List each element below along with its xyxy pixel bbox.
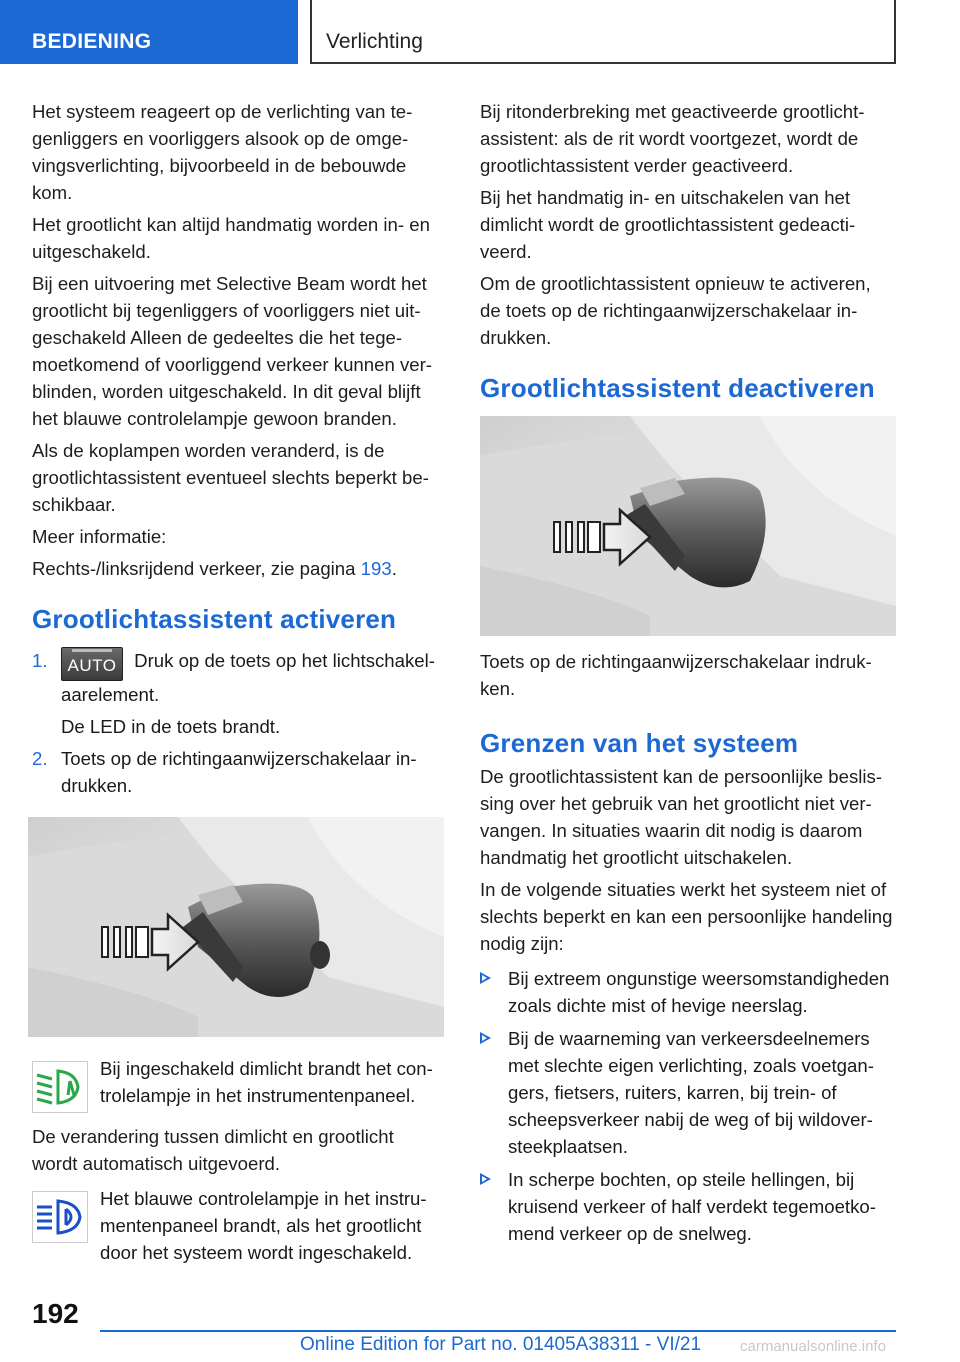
limits-list [480,965,896,1247]
note-text: Het blauwe controlelampje in het instrumentenpaneel brandt, als het grootlicht door het systeem wordt ingeschakeld. [100,1188,427,1263]
step-text: Toets op de richtingaanwijzerschakelaar indrukken. [61,748,417,796]
heading-limits: Grenzen van het systeem [480,728,799,758]
page-number: 192 [32,1298,79,1329]
high-beam-indicator-icon [32,1191,88,1243]
list-item [32,745,444,799]
note-highbeam [32,1185,444,1266]
paragraph: Bij een uitvoering met Selective Beam wordt het grootlicht bij tegenliggers of voorliggers niet uitgeschakeld Alleen de gedeeltes die het tegemoetkomend of voorliggend verkeer kunnen verblinden, worden uitgeschakeld. In dit geval blijft het blauwe controlelampje gewoon branden. [32,273,432,429]
paragraph: Om de grootlichtassistent opnieuw te activeren, de toets op de richtingaanwijzerschakelaar indrukken. [480,273,871,348]
list-item-sub [32,713,444,740]
right-column [480,98,896,1253]
section-tab [0,0,298,64]
step-subtext: De LED in de toets brandt. [61,716,281,737]
stalk-photo [28,817,444,1037]
chapter-title: Verlichting [326,30,423,53]
bullet-triangle-icon [480,1032,491,1044]
section-label: BEDIENING [32,30,152,53]
paragraph: De grootlichtassistent kan de persoonlijke beslissing over het gebruik van het grootlicht niet vervangen. In situaties waarin dit nodig is daarom handmatig het grootlicht uitschakelen. [480,766,883,868]
page-link[interactable]: 193 [360,558,392,579]
paragraph: Als de koplampen worden veranderd, is de grootlichtassistent eventueel slechts beperkt beschikbaar. [32,440,429,515]
chapter-header [310,0,896,64]
step-text: Druk op de toets op het lichtschakelaarelement. [61,650,435,705]
bullet-triangle-icon [480,972,491,984]
heading-activate: Grootlichtassistent activeren [32,604,397,634]
list-item [32,647,444,708]
paragraph: Het systeem reageert op de verlichting van tegenliggers en voorliggers alsook op de omgevingsverlichting, bijvoorbeeld in de bebouwde kom. [32,101,413,203]
left-column [32,98,444,1274]
bullet-triangle-icon [480,1173,491,1185]
list-item: Bij de waarneming van verkeersdeelnemers met slechte eigen verlichting, zoals voetgangers, fietsers, ruiters, karren, bij trein- of scheepsverkeer nabij de weg of bij wildoversteekplaatsen. [480,1025,896,1160]
step-number: 1. [32,650,48,671]
note-lowbeam [32,1055,444,1115]
edition-text: Online Edition for Part no. 01405A38311 - VI/21 [300,1334,702,1355]
paragraph: Bij het handmatig in- en uitschakelen van het dimlicht wordt de grootlichtassistent gedeactiveerd. [480,187,856,262]
paragraph: De verandering tussen dimlicht en grootlicht wordt automatisch uitgevoerd. [32,1126,394,1174]
footer-rule [100,1330,896,1332]
heading-deactivate: Grootlichtassistent deactiveren [480,373,875,403]
list-item: In scherpe bochten, op steile hellingen, bij kruisend verkeer of half verdekt tegemoetkomend verkeer op de snelweg. [480,1166,896,1247]
paragraph: Het grootlicht kan altijd handmatig worden in- en uitgeschakeld. [32,214,430,262]
watermark: carmanualsonline.info [740,1338,886,1355]
paragraph: Meer informatie: [32,526,167,547]
auto-button-icon: AUTO [61,647,123,681]
step-number: 2. [32,748,48,769]
paragraph: Bij ritonderbreking met geactiveerde grootlichtassistent: als de rit wordt voortgezet, wordt de grootlichtassistent verder geactiveerd. [480,101,865,176]
steps-list [32,647,444,799]
low-beam-indicator-icon [32,1061,88,1113]
paragraph: Toets op de richtingaanwijzerschakelaar indrukken. [480,651,872,699]
stalk-photo [480,416,896,636]
cross-reference: Rechts-/linksrijdend verkeer, zie pagina 193. [32,558,397,579]
list-item: Bij extreem ongunstige weersomstandigheden zoals dichte mist of hevige neerslag. [480,965,896,1019]
paragraph: In de volgende situaties werkt het systeem niet of slechts beperkt en kan een persoonlijke handeling nodig zijn: [480,879,893,954]
note-text: Bij ingeschakeld dimlicht brandt het controlelampje in het instrumentenpaneel. [100,1058,433,1106]
